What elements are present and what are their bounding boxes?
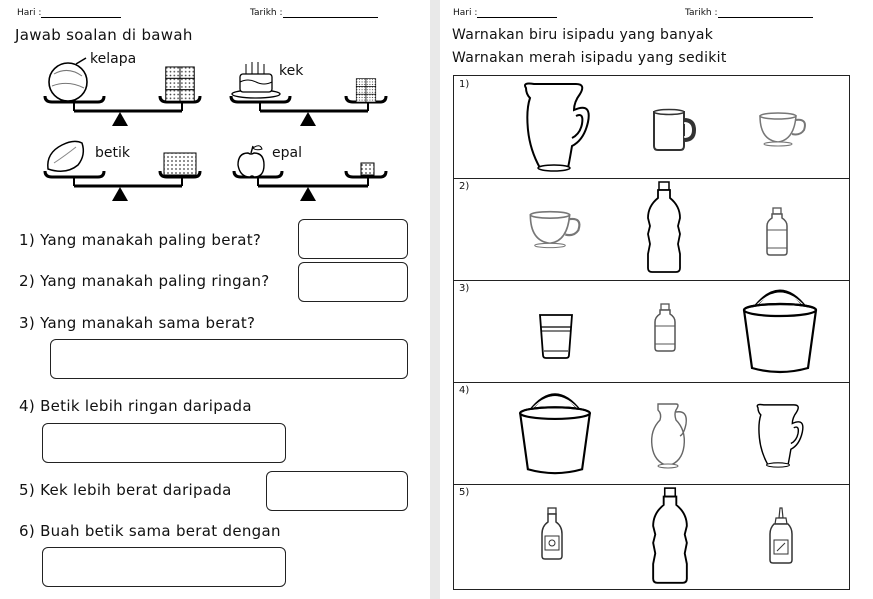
answer-box-5[interactable] <box>266 471 408 511</box>
small-bottle-icon[interactable] <box>652 298 678 358</box>
row-number: 1) <box>459 79 470 90</box>
scale-label-epal: epal <box>272 145 302 161</box>
jug-icon[interactable] <box>748 402 808 470</box>
container-grid <box>453 75 850 590</box>
hari-field-right <box>453 8 557 18</box>
grid-row-4 <box>454 382 849 485</box>
scale-label-kelapa: kelapa <box>90 51 137 67</box>
teacup-icon[interactable] <box>526 206 586 250</box>
row-number: 4) <box>459 385 470 396</box>
question-3: 3) Yang manakah sama berat? <box>19 314 256 332</box>
answer-box-1[interactable] <box>298 219 408 259</box>
scale-label-betik: betik <box>95 145 130 161</box>
grid-row-5 <box>454 484 849 586</box>
question-5: 5) Kek lebih berat daripada <box>19 481 232 499</box>
hari-label-right: Hari : <box>453 8 478 18</box>
sauce-bottle-icon[interactable] <box>540 506 564 562</box>
scale-epal <box>228 135 390 205</box>
grid-row-1 <box>454 76 849 179</box>
question-2: 2) Yang manakah paling ringan? <box>19 272 270 290</box>
hari-line-right[interactable] <box>477 17 557 18</box>
question-1: 1) Yang manakah paling berat? <box>19 231 262 249</box>
answer-box-3[interactable] <box>50 339 408 379</box>
grid-row-2 <box>454 178 849 281</box>
answer-box-2[interactable] <box>298 262 408 302</box>
row-number: 5) <box>459 487 470 498</box>
answer-box-4[interactable] <box>42 423 286 463</box>
balance-scale-icon <box>228 135 390 205</box>
right-instruction-red: Warnakan merah isipadu yang sedikit <box>452 50 727 66</box>
tarikh-label: Tarikh : <box>250 8 283 18</box>
tarikh-field-right <box>685 8 813 18</box>
question-6: 6) Buah betik sama berat dengan <box>19 522 281 540</box>
row-number: 3) <box>459 283 470 294</box>
answer-box-6[interactable] <box>42 547 286 587</box>
teacup-icon[interactable] <box>756 108 811 148</box>
tarikh-label-right: Tarikh : <box>685 8 718 18</box>
tarikh-field <box>250 8 378 18</box>
grid-row-3 <box>454 280 849 383</box>
glass-icon[interactable] <box>536 311 576 361</box>
question-4: 4) Betik lebih ringan daripada <box>19 397 252 415</box>
tarikh-line-right[interactable] <box>718 17 813 18</box>
right-instruction-blue: Warnakan biru isipadu yang banyak <box>452 27 714 43</box>
scale-kek <box>228 52 390 130</box>
row-number: 2) <box>459 181 470 192</box>
bucket-icon[interactable] <box>740 282 820 377</box>
large-bottle-icon[interactable] <box>644 180 684 275</box>
jug-icon[interactable] <box>514 80 594 175</box>
hari-field <box>17 8 121 18</box>
hari-line[interactable] <box>41 17 121 18</box>
left-worksheet <box>0 0 430 599</box>
large-bottle-icon[interactable] <box>648 486 692 586</box>
bucket-icon[interactable] <box>510 386 600 478</box>
balance-scale-icon <box>228 52 390 130</box>
small-bottle-icon[interactable] <box>764 206 790 258</box>
left-instruction: Jawab soalan di bawah <box>15 26 193 44</box>
scale-label-kek: kek <box>279 63 304 79</box>
hari-label: Hari : <box>17 8 42 18</box>
tarikh-line[interactable] <box>283 17 378 18</box>
mug-icon[interactable] <box>648 108 698 153</box>
squeeze-bottle-icon[interactable] <box>768 506 794 566</box>
small-jug-icon[interactable] <box>646 400 691 470</box>
